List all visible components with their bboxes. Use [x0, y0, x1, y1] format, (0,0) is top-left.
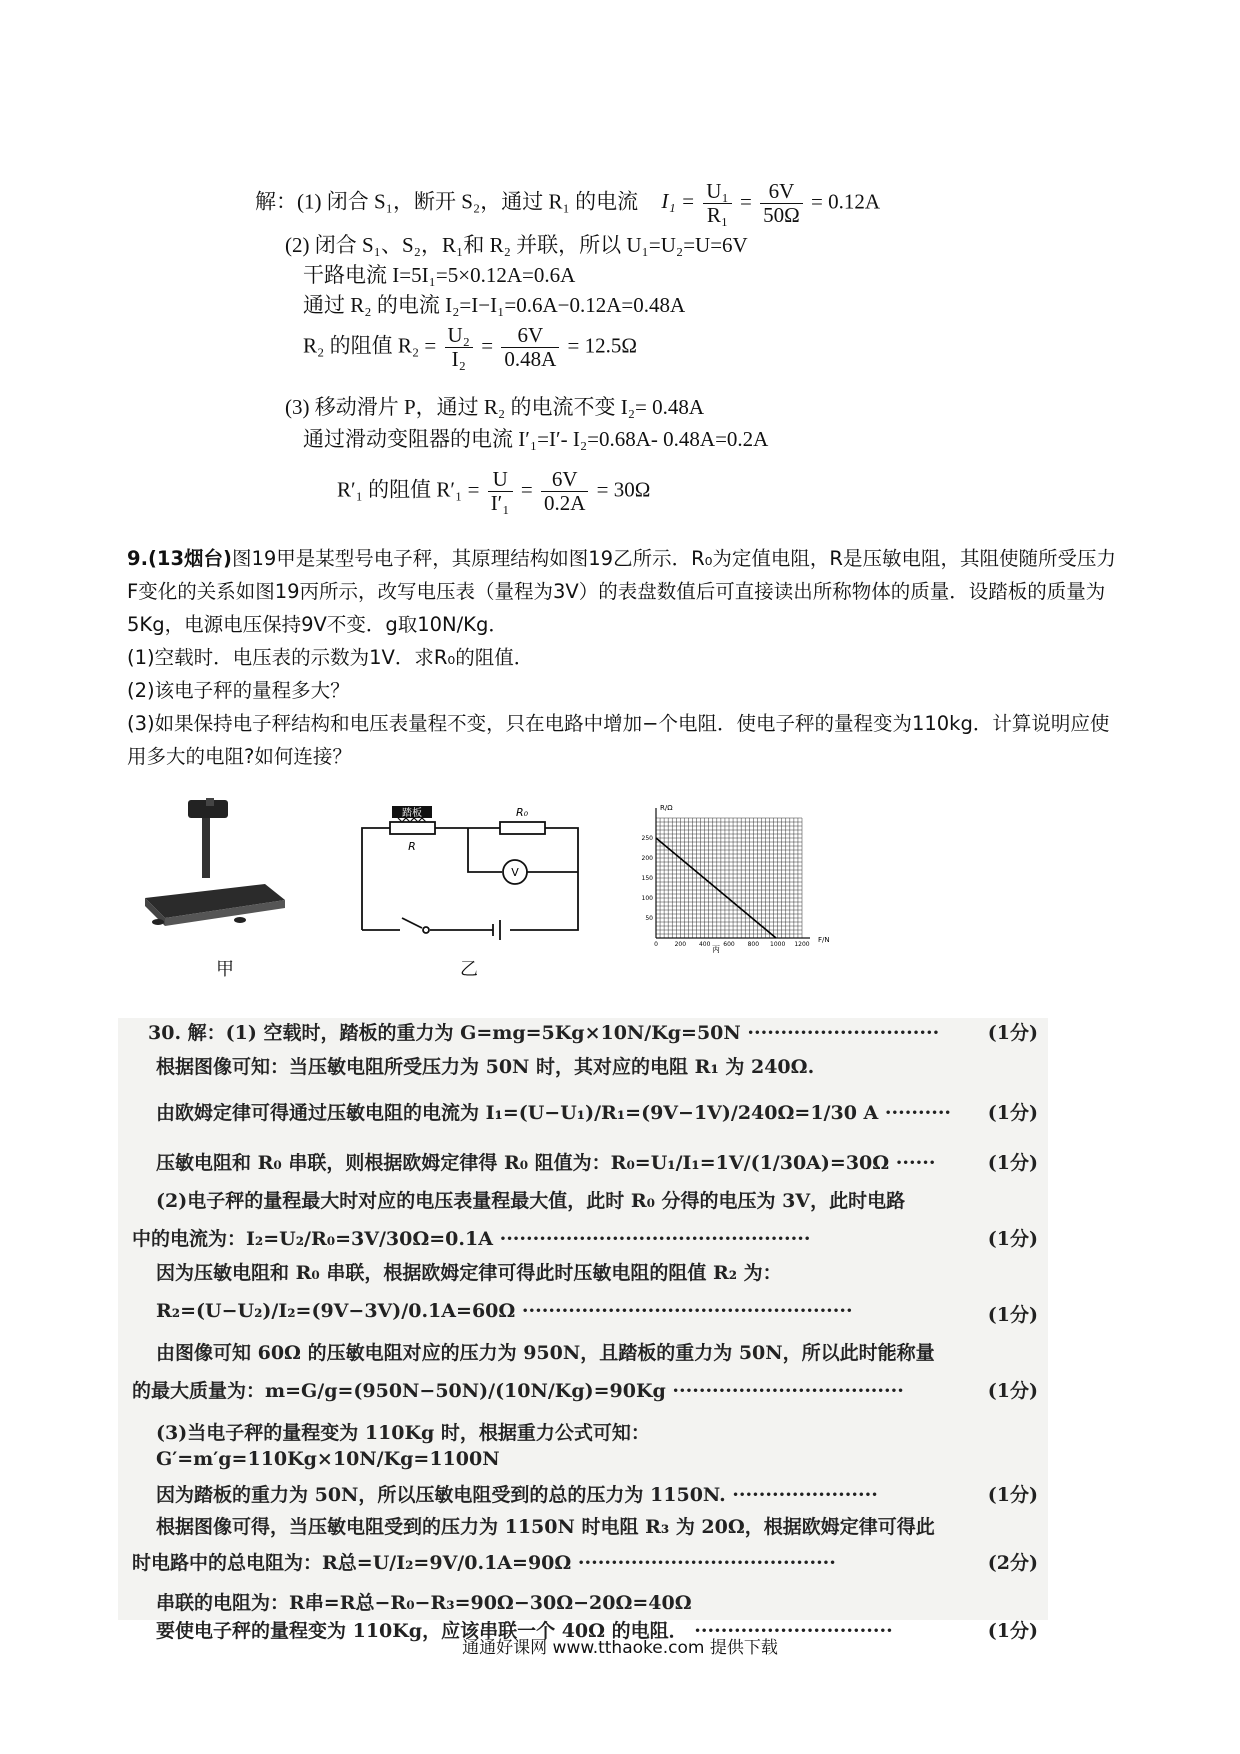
caption-c: 丙 [712, 945, 720, 954]
fraction: $\frac{6V}{50\Omega}$ [760, 180, 803, 227]
pedal-label: 踏板 [402, 808, 422, 819]
voltmeter-label: V [511, 866, 519, 879]
page-footer: 通通好课网 www.tthaoke.com 提供下载 [462, 1638, 778, 1658]
points: (1分) [987, 1228, 1038, 1250]
answer-scan [118, 1018, 1048, 1642]
points: (2分) [987, 1552, 1038, 1574]
answer-line-9: 由图像可知 60Ω 的压敏电阻对应的压力为 950N，且踏板的重力为 50N，所以此时能称量 [156, 1342, 935, 1364]
caption-b: 乙 [460, 959, 478, 980]
graph-x-tick: 800 [747, 941, 760, 948]
answer-line-10: 的最大质量为：m=G/g=(950N−50N)/(10N/Kg)=90Kg ··································· [132, 1380, 904, 1402]
solution-line-3: 干路电流 I=5I₁=5×0.12A=0.6A [303, 263, 576, 287]
graph-y-tick: 250 [641, 835, 653, 842]
graph-x-tick: 1000 [770, 941, 786, 948]
points: (1分) [987, 1102, 1038, 1124]
sub-question-1: (1)空载时．电压表的示数为1V．求R₀的阻值． [127, 646, 534, 669]
question-number: 9.(13烟台) [127, 547, 232, 570]
resistor-r0-label: R₀ [515, 806, 529, 819]
answer-line-7: 因为压敏电阻和 R₀ 串联，根据欧姆定律可得此时压敏电阻的阻值 R₂ 为： [156, 1262, 782, 1284]
resistance-force-graph [632, 798, 862, 958]
sub-question-3: (3)如果保持电子秤结构和电压表量程不变，只在电路中增加−个电阻．使电子秤的量程变为110kg．计算说明应使用多大的电阻?如何连接？ [127, 712, 1110, 768]
points: (1分) [987, 1152, 1038, 1174]
graph-y-tick: 150 [641, 875, 653, 882]
solution-line-8: R′₁ 的阻值 R′₁ = $\frac{U}{\text{I′₁}}$ = $\frac{6V}{0.2A}$ = 30Ω [337, 467, 651, 516]
answer-line-1: 30. 解：(1) 空载时，踏板的重力为 G=mg=5Kg×10N/Kg=50N ····························· [148, 1022, 940, 1044]
fraction: $\frac{6V}{0.48A}$ [501, 324, 559, 371]
points: (1分) [987, 1484, 1038, 1506]
caption-a: 甲 [216, 959, 234, 980]
figure-scale-photo [140, 798, 290, 933]
solution-line-1: 解：(1) 闭合 S₁，断开 S₂，通过 R₁ 的电流 I₁ = $\frac{\text{U₁}}{\text{R₁}}$ = $\frac{6V}{50\Omega}$ = 0.12A [255, 179, 881, 228]
graph-x-tick: 0 [654, 941, 658, 948]
answer-line-14: 根据图像可得，当压敏电阻受到的压力为 1150N 时电阻 R₃ 为 20Ω，根据欧姆定律可得此 [156, 1516, 935, 1538]
sub-question-2: (2)该电子秤的量程多大？ [127, 679, 350, 702]
solution-line-7: 通过滑动变阻器的电流 I′₁=I′- I₂=0.68A- 0.48A=0.2A [303, 427, 769, 451]
solution-line-5: R₂ 的阻值 R₂ = $\frac{\text{U₂}}{\text{I₂}}$ = $\frac{6V}{0.48A}$ = 12.5Ω [303, 323, 637, 372]
scale-illustration [140, 798, 290, 933]
answer-line-15: 时电路中的总电阻为：R总=U/I₂=9V/0.1A=90Ω ······································· [132, 1552, 836, 1574]
points: (1分) [987, 1620, 1038, 1642]
resistor-r-label: R [408, 840, 416, 853]
solution-line-6: (3) 移动滑片 P，通过 R₂ 的电流不变 I₂= 0.48A [285, 395, 705, 419]
graph-y-tick: 50 [645, 915, 653, 922]
fraction: $\frac{\text{U₂}}{\text{I₂}}$ [445, 324, 474, 371]
answer-line-8: R₂=(U−U₂)/I₂=(9V−3V)/0.1A=60Ω ·················································· [156, 1300, 853, 1322]
graph-x-label: F/N [818, 936, 830, 944]
solution-line-4: 通过 R₂ 的电流 I₂=I−I₁=0.6A−0.12A=0.48A [303, 293, 686, 317]
answer-line-16: 串联的电阻为：R串=R总−R₀−R₃=90Ω−30Ω−20Ω=40Ω [156, 1592, 692, 1614]
fraction: $\frac{U}{\text{I′₁}}$ [488, 468, 513, 515]
fraction: $\frac{\text{U₁}}{\text{R₁}}$ [703, 180, 732, 227]
graph-y-tick: 100 [641, 895, 653, 902]
points: (1分) [987, 1380, 1038, 1402]
graph-x-tick: 200 [674, 941, 687, 948]
figure-circuit [350, 800, 590, 950]
question-9 [127, 542, 1117, 773]
answer-line-5: (2)电子秤的量程最大时对应的电压表量程最大值，此时 R₀ 分得的电压为 3V，此时电路 [156, 1190, 906, 1212]
answer-line-17: 要使电子秤的量程变为 110Kg，应该串联一个 40Ω 的电阻． ······························ [156, 1620, 893, 1642]
question-stem: 9.(13烟台)图19甲是某型号电子秤，其原理结构如图19乙所示．R₀为定值电阻，R是压敏电阻，其阻使随所受压力F变化的关系如图19丙所示，改写电压表（量程为3V）的表盘数值后可直接读出所称物体的质量．设踏板的质量为5Kg，电源电压保持9V不变．g取10N/Kg． [127, 547, 1116, 636]
points: (1分) [987, 1304, 1038, 1326]
graph-x-tick: 600 [723, 941, 735, 948]
answer-line-3: 由欧姆定律可得通过压敏电阻的电流为 I₁=(U−U₁)/R₁=(9V−1V)/240Ω=1/30 A ·········· [156, 1102, 952, 1124]
graph-x-tick: 400 [698, 941, 711, 948]
answer-line-2: 根据图像可知：当压敏电阻所受压力为 50N 时，其对应的电阻 R₁ 为 240Ω. [156, 1056, 815, 1078]
answer-line-6: 中的电流为：I₂=U₂/R₀=3V/30Ω=0.1A ··············································· [132, 1228, 811, 1250]
solution-line-2: (2) 闭合 S₁、S₂，R₁和 R₂ 并联，所以 U₁=U₂=U=6V [285, 233, 748, 257]
circuit-diagram [350, 800, 590, 950]
graph-x-tick: 1200 [794, 941, 810, 948]
figure-graph [632, 798, 862, 958]
answer-line-13: 因为踏板的重力为 50N，所以压敏电阻受到的总的压力为 1150N. ······················ [156, 1484, 878, 1506]
fraction: $\frac{6V}{0.2A}$ [541, 468, 588, 515]
answer-line-12: G′=m′g=110Kg×10N/Kg=1100N [156, 1448, 500, 1470]
answer-line-11: (3)当电子秤的量程变为 110Kg 时，根据重力公式可知： [156, 1422, 650, 1444]
answer-line-4: 压敏电阻和 R₀ 串联，则根据欧姆定律得 R₀ 阻值为：R₀=U₁/I₁=1V/(1/30A)=30Ω ······ [156, 1152, 936, 1174]
graph-y-label: R/Ω [660, 804, 673, 812]
graph-line [656, 838, 776, 938]
graph-y-tick: 200 [641, 855, 653, 862]
points: (1分) [987, 1022, 1038, 1044]
